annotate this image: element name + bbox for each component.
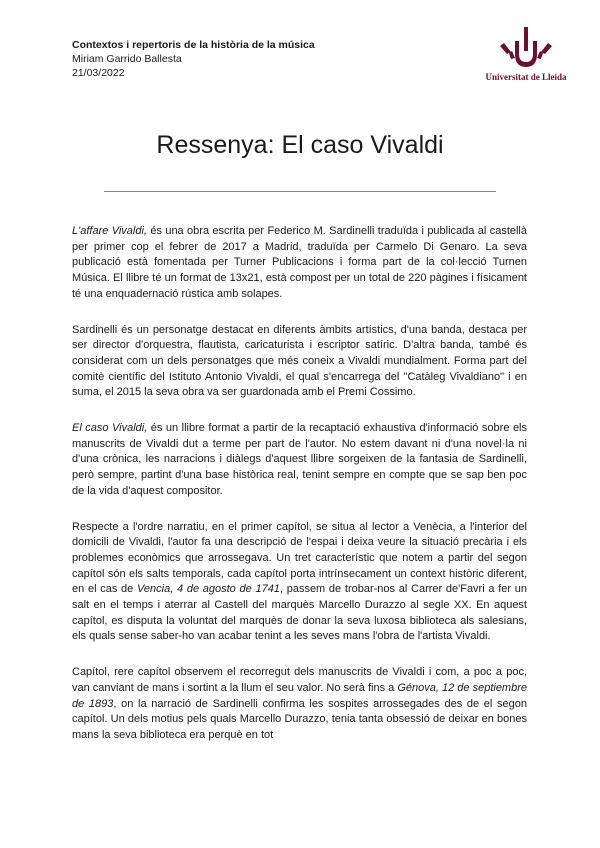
paragraph: Respecte a l'ordre narratiu, en el primer capítol, se situa al lector a Venècia, a l'interior del domicili de Vivaldi, l'autor fa una descripció de l'espai i deixa veure la situació precària i els problemes econòmics que arrossegava. Un tret característic que notem a partir del segon capítol són els salts temporals, cada capítol porta intrínsecament un context històric diferent, en el cas de Vencia, 4 de agosto de 1741, passem de trobar-nos al Carrer de'Favri a fer un salt en el temps i aterrar al Castell del marquès Marcello Durazzo al segle XX. En aquest capítol, es disputa la voluntat del marquès de donar la seva luxosa biblioteca als salesians, els quals sense saber-ho van acabar tenint a les seves mans l'obra de l'artista Vivaldi. (72, 520, 527, 643)
document-date: 21/03/2022 (72, 67, 125, 79)
italic-book-title: El caso Vivaldi, (72, 422, 148, 435)
university-name: Universitat de Lleida (485, 72, 567, 82)
course-title: Contextos i repertoris de la història de la música (72, 39, 315, 51)
paragraph: Sardinelli és un personatge destacat en diferents àmbits artístics, d'una banda, destaca per ser director d'orquestra, flautista, caricaturista i escriptor satíric. D'altra banda, també és considerat com un dels personatges que més coneix a Vivaldi mundialment. Forma part del comitè científic del Istituto Antonio Vivaldi, el qual s'encarrega del "Catàleg Vivaldiano" i en suma, el 2015 la seva obra va ser guardonada amb el Premi Cossimo. (72, 323, 527, 399)
italic-book-title: L'affare Vivaldi, (72, 225, 147, 237)
university-crest-icon (495, 24, 557, 70)
page-title: Ressenya: El caso Vivaldi (156, 131, 444, 159)
paragraph: L'affare Vivaldi, és una obra escrita per Federico M. Sardinelli traduïda i publicada al castellà per primer cop el febrer de 2017 a Madrid, traduïda per Carmelo Di Genaro. La seva publicació està fomentada per Turner Publicacions i forma part de la col·lecció Turnen Música. El llibre té un format de 13x21, està compost per un total de 220 pàgines i físicament té una enquadernació rústica amb solapes. (72, 225, 527, 300)
paragraph: El caso Vivaldi, és un llibre format a partir de la recaptació exhaustiva d'informació sobre els manuscrits de Vivaldi dut a terme per part de l'autor. No estem davant ni d'una novel·la ni d'una crònica, les narracions i diàlegs d'aquest llibre sorgeixen de la fantasia de Sardinelli, però sempre, partint d'una base històrica real, tenint sempre en compte que se sap ben poc de la vida d'aquest compositor. (72, 422, 527, 497)
review-body (72, 224, 527, 744)
italic-chapter-title: Vencia, 4 de agosto de 1741 (137, 583, 280, 596)
italic-chapter-title: Génova, 12 de septiembre de 1893 (72, 681, 527, 710)
paragraph: Capítol, rere capítol observem el recorregut dels manuscrits de Vivaldi i com, a poc a poc, van canviant de mans i sortint a la llum el seu valor. No serà fins a Génova, 12 de septiembre de 1893, on la narració de Sardinelli confirma les sospites arrossegades des de el segon capítol. Un dels motius pels quals Marcello Durazzo, tenia tanta obsessió de deixar en bones mans la seva biblioteca era perquè en tot (72, 666, 527, 741)
university-logo (478, 24, 574, 82)
author-name: Miriam Garrido Ballesta (72, 53, 182, 65)
document-header (72, 38, 315, 80)
title-divider (104, 191, 496, 192)
